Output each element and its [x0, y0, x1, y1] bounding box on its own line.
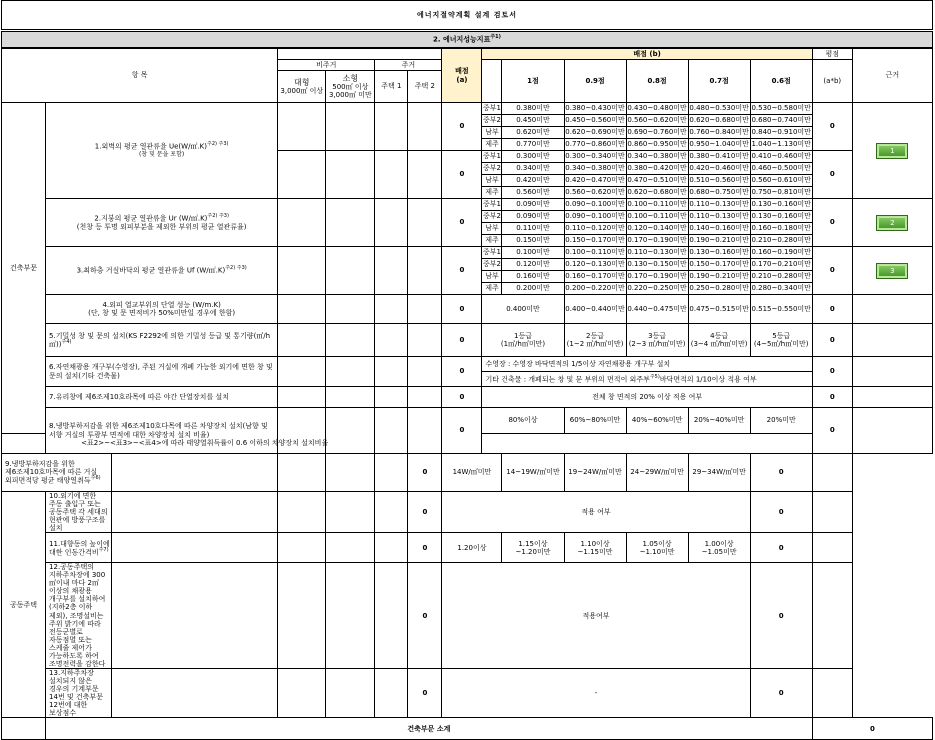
- basis-1: [852, 103, 932, 199]
- basis-button-1[interactable]: 1: [876, 143, 908, 159]
- group-arch: 건축부문: [2, 103, 46, 434]
- grade-6: 0: [812, 357, 852, 387]
- criterion-10: 적용 여부: [442, 492, 750, 533]
- header-grade-sub: (a*b): [812, 60, 852, 103]
- base-13: 0: [408, 668, 442, 717]
- item-7-label: 7.유리창에 제6조제10호라목에 따른 야간 단열장치를 설치: [46, 387, 278, 408]
- base-9: 0: [408, 454, 442, 492]
- item-12-label: 12.공동주택의 지하주차장에 300㎡이내 마다 2㎡ 이상의 채광용 개구부를 설치하여(지하2층 이하 제외), 조명설비는 주위 밝기에 따라 전등군별로 자동점멸 또는 스케줄 제어가 가능하도록 하여 조명전력을 감한다: [46, 563, 112, 669]
- header-pt-2: 0.9점: [564, 60, 626, 103]
- base-11: 0: [408, 533, 442, 563]
- base-7: 0: [442, 387, 482, 408]
- title-table: [1, 0, 933, 30]
- base-4: 0: [442, 295, 482, 324]
- criterion-13: -: [442, 668, 750, 717]
- header-pt-1: 1점: [502, 60, 564, 103]
- base-6: 0: [442, 357, 482, 387]
- base-12: 0: [408, 563, 442, 669]
- item-1-label: 1.외벽의 평균 열관류율 Ue(W/㎡.K)$^{주2) 주3)}$ (창 및 문을 포함): [46, 103, 278, 199]
- item-13-label: 13.지하주차장 설치되지 않은 경우의 기계부문 14번 및 건축부문 12번에 대한 보상점수: [46, 668, 112, 717]
- header-grade: 평점: [812, 49, 852, 60]
- grade-8: 0: [812, 408, 852, 454]
- grade-12: 0: [750, 563, 812, 669]
- subtotal-label: 건축부문 소계: [46, 718, 813, 740]
- item-2-label: 2.지붕의 평균 열관류율 Ur (W/㎡.K)$^{주2) 주3)}$ (천창 등 투명 외피부분을 제외한 부위의 평균 열관류율): [46, 199, 278, 247]
- item-11-label: 11.대향동의 높이에 대한 인동간격비$^{주7)}$: [46, 533, 112, 563]
- base-1b: 0: [442, 151, 482, 199]
- grade-10: 0: [750, 492, 812, 533]
- grade-11: 0: [750, 533, 812, 563]
- criterion-6a: 수영장 : 수영장 바닥면적의 1/5이상 자연채광용 개구부 설치: [482, 357, 812, 372]
- document-title: 에너지절약계획 설계 검토서: [2, 1, 933, 30]
- base-2: 0: [442, 199, 482, 247]
- indicator-table: 항 목 배점 (a) 배점 (b) 평점 근거 비주거 주거 1점 0.9점 0.8점 0.7점 0.6점 (a*b) 대형 3,000㎡ 이상 소형 500㎡ 이상 3,000㎡ 미만 주택 1 주택 2 건축부문 1.외벽의 평균 열관류율 Ue(W/㎡.K)$^{주2) 주3)}$ (창 및 문을 포함) 0 중부1 0.380미만 0.380~0.430미만 0.430~0.480미만 0.480~0.530미만 0.530~0.580미만 0 1 중부2 0.450미만 0.450~0.560미만 0.560~0.620미만 0.620~0.680미만 0.680~0.740미만 남부 0.620미만 0.620~0.690미만 0.690~0.760미만 0.760~0.840미만 0.840~0.910미만 제주 0.770미만 0.770~0.860미만 0.860~0.950미만 0.950~1.040미만 1.040~1.130미만 0 중부1 0.300미만 0.300~0.340미만 0.340~0.380미만 0.380~0.410미만 0.410~0.460미만 0 중부2 0.340미만 0.340~0.380미만 0.380~0.420미만 0.420~0.460미만 0.460~0.500미만 남부 0.420미만 0.420~0.470미만 0.470~0.510미만 0.510~0.560미만 0.560~0.610미만 제주 0.560미만 0.560~0.620미만 0.620~0.680미만 0.680~0.750미만 0.750~0.810미만 2.지붕의 평균 열관류율 Ur (W/㎡.K)$^{주2) 주3)}$ (천창 등 투명 외피부분을 제외한 부위의 평균 열관류율) 0 중부1 0.090미만 0.090~0.100미만 0.100~0.110미만 0.110~0.130미만 0.130~0.160미만 0 2 중부2 0.090미만 0.090~0.100미만 0.100~0.110미만 0.110~0.130미만 0.130~0.160미만 남부 0.110미만 0.110~0.120미만 0.120~0.140미만 0.140~0.160미만 0.160~0.180미만 제주 0.150미만 0.150~0.170미만 0.170~0.190미만 0.190~0.210미만 0.210~0.280미만 3.최하층 거실바닥의 평균 열관류율 Uf (W/㎡.K)$^{주2) 주3)}$ 0 중부1 0.100미만 0.100~0.110미만 0.110~0.130미만 0.130~0.160미만 0.160~0.190미만 0 3 중부2 0.120미만 0.120~0.130미만 0.130~0.150미만 0.150~0.170미만 0.170~0.210미만 남부 0.160미만 0.160~0.170미만 0.170~0.190미만 0.190~0.210미만 0.210~0.280미만 제주 0.200미만 0.200~0.220미만 0.220~0.250미만 0.250~0.280미만 0.280~0.340미만 4.외피 열교부위의 단열 성능 (W/m.K) (단, 창 및 문 면적비가 50%미만일 경우에 한함) 0 0.400미만 0.400~0.440미만 0.440~0.475미만 0.475~0.515미만 0.515~0.550미만 0 5.기밀성 창 및 문의 설치(KS F2292에 의한 기밀성 등급 및 통기량(㎥/h㎡))$^{주4)}$ 0 1등급 (1㎥/h㎡미만) 2등급 (1~2 ㎥/h㎡미만) 3등급 (2~3 ㎥/h㎡미만) 4등급 (3~4 ㎥/h㎡미만) 5등급 (4~5㎥/h㎡미만) 0 6.자연채광용 개구부(수영장), 주된 거실에 개폐 가능한 외기에 면한 창 및 문의 설치(기타 건축물) 0 수영장 : 수영장 바닥면적의 1/5이상 자연채광용 개구부 설치 0 기타 건축물 : 개폐되는 창 및 문 부위의 면적이 외주부$^{주5)}$바닥면적의 1/10이상 적용 여부 7.유리창에 제6조제10호라목에 따른 야간 단열장치를 설치 0 전체 창 면적의 20% 이상 적용 여부 0 8.냉방부하저감을 위한 제6조제10호다목에 따른 차양장치 설치(남향 및 서향 거실의 투광부 면적에 대한 차양장치 설치 비율) 0 80%이상 60%~80%미만 40%~60%미만 20%~40%미만 20%미만 0 <표2>~<표3>~<표4>에 따라 태양열취득률이 0.6 이하의 차양장치 설치비율 9.냉방부하저감을 위한 제6조제10호마목에 따른 거실 외피면적당 평균 태양열취득$^{주6)}$ 0 14W/㎡미만 14~19W/㎡미만 19~24W/㎡미만 24~29W/㎡미만 29~34W/㎡미만 0 공동주택 10.외기에 면한 주동 출입구 또는 공동주택 각 세대의 현관에 방풍구조를 설치 0 적용 여부 0 11.대향동의 높이에 대한 인동간격비$^{주7)}$ 0 1.20이상 1.15이상~1.20미만 1.10이상~1.15미만 1.05이상~1.10미만 1.00이상~1.05미만 0 12.공동주택의 지하주차장에 300㎡이내 마다 2㎡ 이상의 채광용 개구부를 설치하여(지하2층 이하 제외), 조명설비는 주위 밝기에 따라 전등군별로 자동점멸 또는 스케줄 제어가 가능하도록 하여 조명전력을 감한다 0 적용여부 0 13.지하주차장 설치되지 않은 경우의 기계부문 14번 및 건축부문 12번에 대한 보상점수 0 - 0 건축부문 소계 0: [1, 48, 933, 740]
- grade-1a: 0: [812, 103, 852, 151]
- basis-button-3[interactable]: 3: [876, 263, 908, 279]
- section-heading: 2. 에너지성능지표$^{주1)}$: [2, 32, 933, 48]
- header-res-1: 주택 1: [375, 71, 408, 103]
- basis-3: [852, 247, 932, 295]
- criterion-8-note: <표2>~<표3>~<표4>에 따라 태양열취득률이 0.6 이하의 차양장치 설치비율: [2, 434, 408, 454]
- grade-13: 0: [750, 668, 812, 717]
- base-1a: 0: [442, 103, 482, 151]
- header-basis: 근거: [852, 49, 932, 103]
- grade-9: 0: [750, 454, 812, 492]
- criterion-6b: 기타 건축물 : 개폐되는 창 및 문 부위의 면적이 외주부$^{주5)}$바닥면적의 1/10이상 적용 여부: [482, 372, 812, 387]
- header-pt-4: 0.7점: [688, 60, 750, 103]
- grade-5: 0: [812, 324, 852, 357]
- grade-4: 0: [812, 295, 852, 324]
- header-large: 대형 3,000㎡ 이상: [278, 71, 326, 103]
- item-6-label: 6.자연채광용 개구부(수영장), 주된 거실에 개폐 가능한 외기에 면한 창 및 문의 설치(기타 건축물): [46, 357, 278, 387]
- grade-7: 0: [812, 387, 852, 408]
- header-res: 주거: [375, 60, 442, 71]
- header-score-b: 배점 (b): [482, 49, 812, 60]
- header-res-2: 주택 2: [408, 71, 442, 103]
- item-3-label: 3.최하층 거실바닥의 평균 열관류율 Uf (W/㎡.K)$^{주2) 주3)}$: [46, 247, 278, 295]
- header-item: 항 목: [2, 49, 278, 103]
- criterion-7: 전체 창 면적의 20% 이상 적용 여부: [482, 387, 812, 408]
- grade-2: 0: [812, 199, 852, 247]
- basis-2: [852, 199, 932, 247]
- header-non-res: 비주거: [278, 60, 375, 71]
- subtotal-value: 0: [812, 718, 932, 740]
- header-base: 배점 (a): [442, 49, 482, 103]
- item-9-label: 9.냉방부하저감을 위한 제6조제10호마목에 따른 거실 외피면적당 평균 태양열취득$^{주6)}$: [2, 454, 112, 492]
- grade-1b: 0: [812, 151, 852, 199]
- header-pt-3: 0.8점: [626, 60, 688, 103]
- basis-button-2[interactable]: 2: [876, 215, 908, 231]
- base-8: 0: [442, 408, 482, 454]
- criterion-12: 적용여부: [442, 563, 750, 669]
- base-5: 0: [442, 324, 482, 357]
- base-10: 0: [408, 492, 442, 533]
- section-table: [1, 31, 933, 48]
- header-small: 소형 500㎡ 이상 3,000㎡ 미만: [326, 71, 375, 103]
- base-3: 0: [442, 247, 482, 295]
- grade-3: 0: [812, 247, 852, 295]
- item-10-label: 10.외기에 면한 주동 출입구 또는 공동주택 각 세대의 현관에 방풍구조를 설치: [46, 492, 112, 533]
- item-5-label: 5.기밀성 창 및 문의 설치(KS F2292에 의한 기밀성 등급 및 통기량(㎥/h㎡))$^{주4)}$: [46, 324, 278, 357]
- item-8-label: 8.냉방부하저감을 위한 제6조제10호다목에 따른 차양장치 설치(남향 및 서향 거실의 투광부 면적에 대한 차양장치 설치 비율): [46, 408, 278, 454]
- item-4-label: 4.외피 열교부위의 단열 성능 (W/m.K) (단, 창 및 문 면적비가 50%미만일 경우에 한함): [46, 295, 278, 324]
- header-pt-5: 0.6점: [750, 60, 812, 103]
- group-house: 공동주택: [2, 492, 46, 718]
